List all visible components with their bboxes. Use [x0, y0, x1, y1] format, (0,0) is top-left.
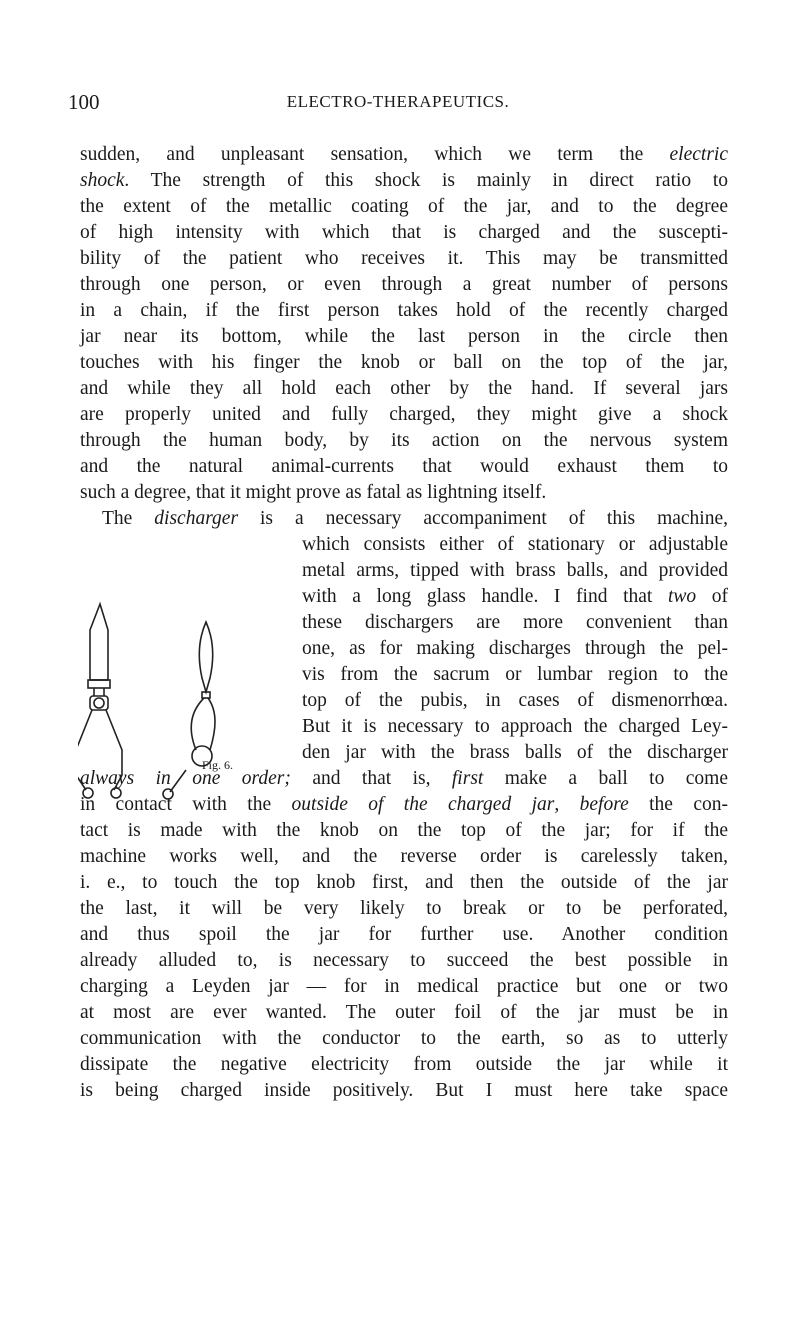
text-line: already alluded to, is necessary to succeed the best possible in	[80, 950, 728, 971]
text-line: jar near its bottom, while the last person in the circle then	[80, 326, 728, 347]
text-line: through one person, or even through a great number of persons	[80, 274, 728, 295]
text-line: in a chain, if the first person takes hold of the recently charged	[80, 300, 728, 321]
text-line: at most are ever wanted. The outer foil of the jar must be in	[80, 1002, 728, 1023]
text-line: in contact with the outside of the charged jar, before the con-	[80, 794, 728, 815]
text-line: vis from the sacrum or lumbar region to the	[302, 664, 728, 685]
text-line: tact is made with the knob on the top of the jar; for if the	[80, 820, 728, 841]
text-line: are properly united and fully charged, they might give a shock	[80, 404, 728, 425]
text-line: of high intensity with which that is charged and the suscepti-	[80, 222, 728, 243]
text-line: communication with the conductor to the earth, so as to utterly	[80, 1028, 728, 1049]
text-line: charging a Leyden jar — for in medical practice but one or two	[80, 976, 728, 997]
figure-label: Fig. 6.	[202, 758, 234, 772]
page-header	[68, 90, 728, 120]
text-line: these dischargers are more convenient than	[302, 612, 728, 633]
text-line: one, as for making discharges through the pel-	[302, 638, 728, 659]
text-line: the extent of the metallic coating of the jar, and to the degree	[80, 196, 728, 217]
text-line: sudden, and unpleasant sensation, which we term the electric	[80, 144, 728, 165]
text-line: But it is necessary to approach the charged Ley-	[302, 716, 728, 737]
text-line: with a long glass handle. I find that two of	[302, 586, 728, 607]
running-head: ELECTRO-THERAPEUTICS.	[286, 92, 510, 111]
text-line: top of the pubis, in cases of dismenorrhœa.	[302, 690, 728, 711]
page-number: 100	[68, 90, 100, 114]
text-line: den jar with the brass balls of the discharger	[302, 742, 728, 763]
text-line: and the natural animal-currents that would exhaust them to	[80, 456, 728, 477]
text-line: machine works well, and the reverse order is carelessly taken,	[80, 846, 728, 867]
text-line: is being charged inside positively. But I must here take space	[80, 1080, 728, 1101]
text-line: shock. The strength of this shock is mainly in direct ratio to	[80, 170, 728, 191]
text-line: metal arms, tipped with brass balls, and provided	[302, 560, 728, 581]
text-line: such a degree, that it might prove as fatal as lightning itself.	[80, 482, 547, 503]
text-line: i. e., to touch the top knob first, and then the outside of the jar	[80, 872, 728, 893]
text-line: touches with his finger the knob or ball on the top of the jar,	[80, 352, 728, 373]
text-line: the last, it will be very likely to break or to be perforated,	[80, 898, 728, 919]
text-line: bility of the patient who receives it. This may be transmitted	[80, 248, 728, 269]
text-line: through the human body, by its action on the nervous system	[80, 430, 728, 451]
text-line: always in one order; and that is, first make a ball to come	[80, 768, 728, 789]
text-line: and while they all hold each other by the hand. If several jars	[80, 378, 728, 399]
text-line: dissipate the negative electricity from outside the jar while it	[80, 1054, 728, 1075]
text-line: and thus spoil the jar for further use. Another condition	[80, 924, 728, 945]
text-line: The discharger is a necessary accompaniment of this machine,	[102, 508, 728, 529]
text-line: which consists either of stationary or adjustable	[302, 534, 728, 555]
